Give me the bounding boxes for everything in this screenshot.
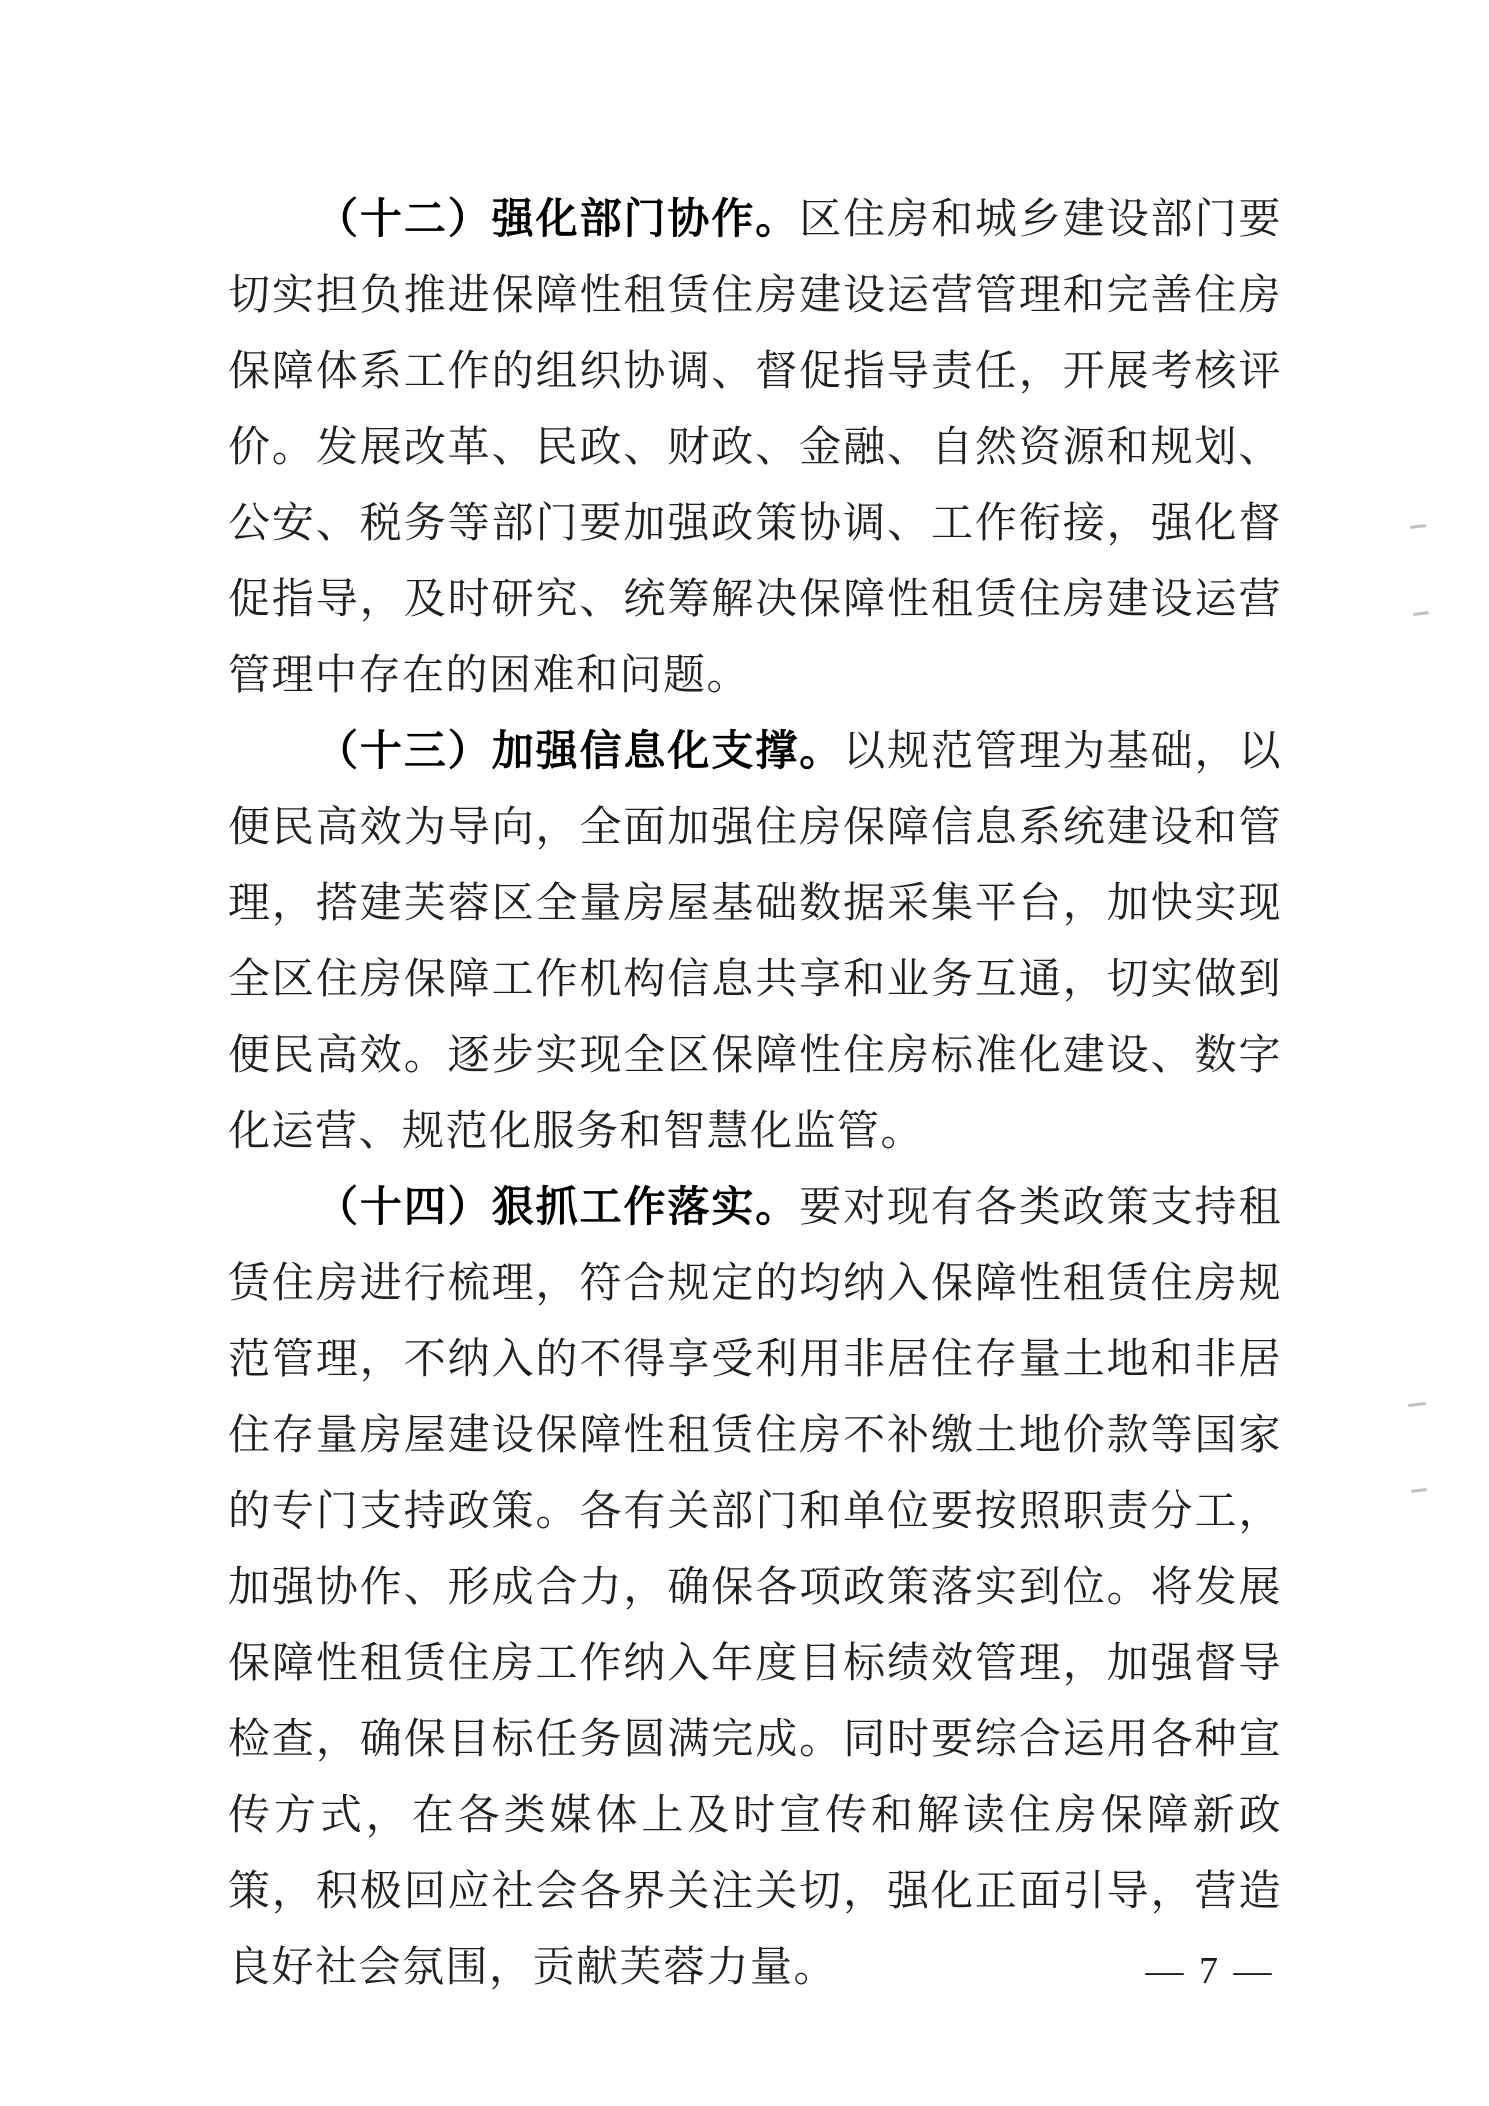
paragraph-14 xyxy=(228,1170,1282,2006)
scan-artifact-1 xyxy=(1410,524,1426,529)
paragraph-12 xyxy=(228,182,1282,714)
paragraph-13 xyxy=(228,714,1282,1170)
scan-artifact-3 xyxy=(1408,1402,1426,1407)
scan-artifact-4 xyxy=(1411,1488,1427,1493)
page-number: — 7 — xyxy=(1145,1950,1275,1992)
paragraph-14-heading: （十四）狠抓工作落实。 xyxy=(316,1185,800,1231)
scan-artifact-2 xyxy=(1413,611,1429,616)
paragraph-12-text: 区住房和城乡建设部门要切实担负推进保障性租赁住房建设运营管理和完善住房保障体系工作的组织协调、督促指导责任，开展考核评价。发展改革、民政、财政、金融、自然资源和规划、公安、税务等部门要加强政策协调、工作衔接，强化督促指导，及时研究、统筹解决保障性租赁住房建设运营管理中存在的困难和问题。 xyxy=(228,197,1282,699)
paragraph-14-text: 要对现有各类政策支持租赁住房进行梳理，符合规定的均纳入保障性租赁住房规范管理，不纳入的不得享受利用非居住存量土地和非居住存量房屋建设保障性租赁住房不补缴土地价款等国家的专门支持政策。各有关部门和单位要按照职责分工，加强协作、形成合力，确保各项政策落实到位。将发展保障性租赁住房工作纳入年度目标绩效管理，加强督导检查，确保目标任务圆满完成。同时要综合运用各种宣传方式，在各类媒体上及时宣传和解读住房保障新政策，积极回应社会各界关注关切，强化正面引导，营造良好社会氛围，贡献芙蓉力量。 xyxy=(228,1185,1282,1991)
document-body xyxy=(228,182,1282,2006)
paragraph-13-text: 以规范管理为基础，以便民高效为导向，全面加强住房保障信息系统建设和管理，搭建芙蓉区全量房屋基础数据采集平台，加快实现全区住房保障工作机构信息共享和业务互通，切实做到便民高效。逐步实现全区保障性住房标准化建设、数字化运营、规范化服务和智慧化监管。 xyxy=(228,729,1282,1155)
paragraph-12-heading: （十二）强化部门协作。 xyxy=(316,197,800,243)
paragraph-13-heading: （十三）加强信息化支撑。 xyxy=(316,729,844,775)
